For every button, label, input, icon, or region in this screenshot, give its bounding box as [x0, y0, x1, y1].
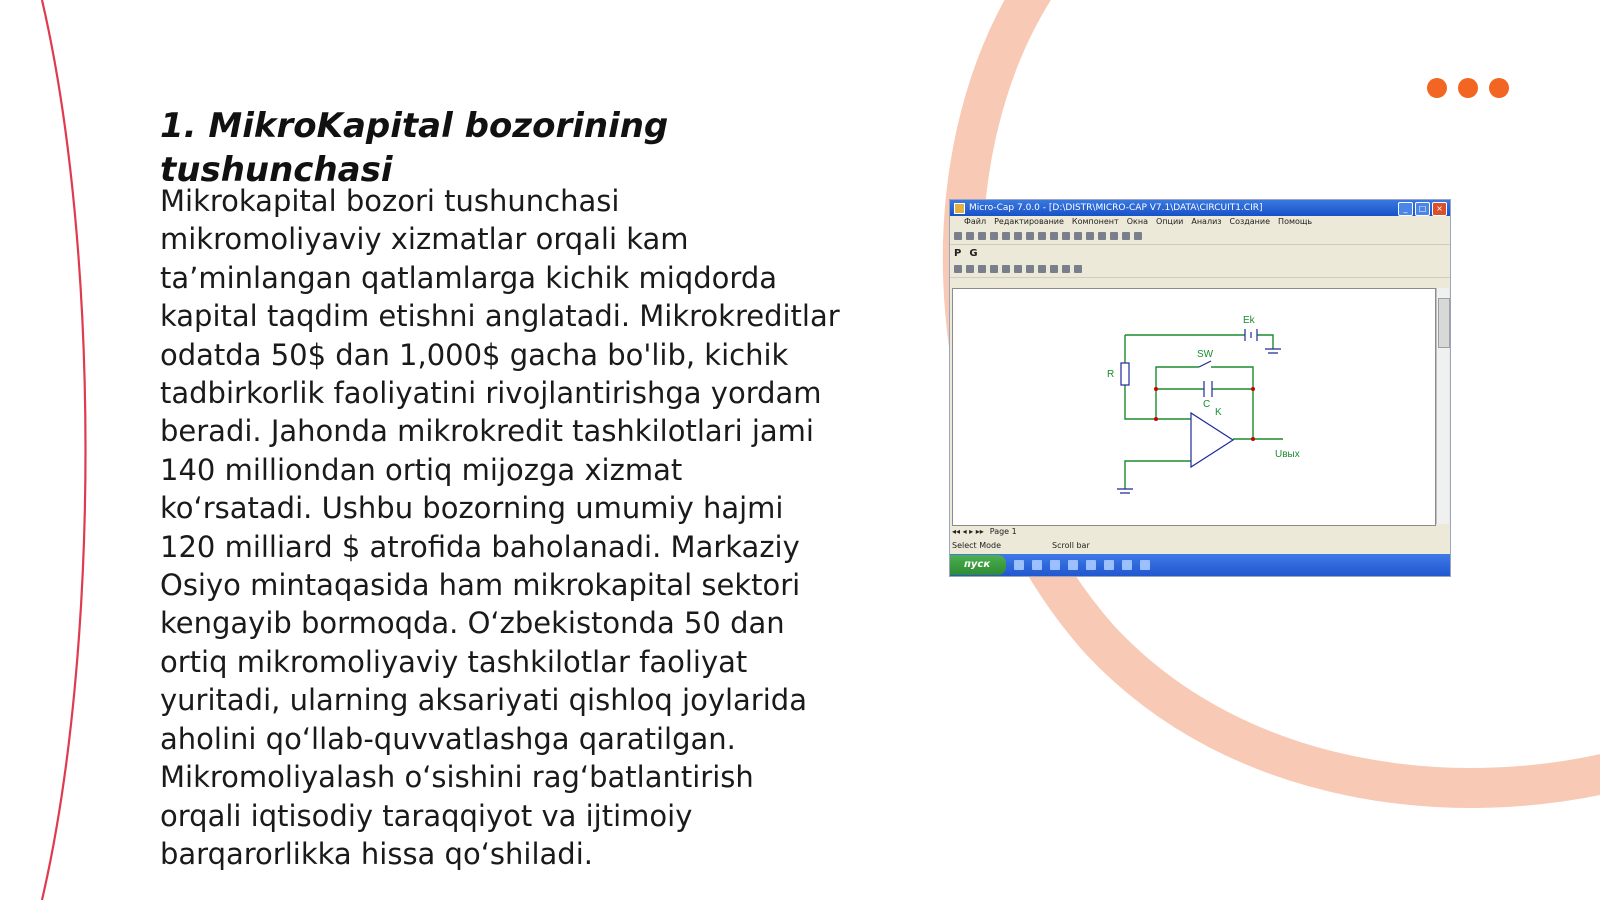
ground-right	[1265, 349, 1281, 353]
wire-mode-icon[interactable]	[966, 265, 974, 273]
taskbar-app-icon-4[interactable]	[1068, 560, 1078, 570]
node-1	[1154, 387, 1158, 391]
help-mode-icon[interactable]	[1014, 265, 1022, 273]
node-2	[1251, 387, 1255, 391]
menu-item-windows[interactable]: Окна	[1126, 217, 1148, 226]
taskbar-app-icon-8[interactable]	[1140, 560, 1150, 570]
menu-item-file[interactable]: Файл	[964, 217, 987, 226]
capacitor-c	[1204, 381, 1212, 397]
label-out: Uвых	[1275, 449, 1300, 460]
circuit-diagram	[953, 289, 1435, 525]
window-cascade-icon[interactable]	[1134, 232, 1142, 240]
inductor-icon[interactable]	[1086, 232, 1094, 240]
ground-icon[interactable]	[1050, 232, 1058, 240]
info-mode-icon[interactable]	[1002, 265, 1010, 273]
app-icon	[954, 203, 965, 214]
grid-icon[interactable]	[1026, 265, 1034, 273]
wire-sw-right	[1211, 367, 1253, 389]
wire-battery-right	[1257, 335, 1273, 349]
switch-sw	[1199, 361, 1211, 367]
label-r: R	[1107, 369, 1115, 380]
slide-body-text: Mikrokapital bozori tushunchasi mikromoliyaviy xizmatlar orqali kam taʼminlangan qatlamlarga kichik miqdorda kapital taqdim etishni anglatadi. Mikrokreditlar odatda 50$ dan 1,000$ gacha bo'lib, kichik tadbirkorlik faoliyatini rivojlantirishga yordam beradi. Jahonda mikrokredit tashkilotlari jami 140 milliondan ortiq mijozga xizmat koʻrsatadi. Ushbu bozorning umumiy hajmi 120 milliard $ atrofida baholanadi. Markaziy Osiyo mintaqasida ham mikrokapital sektori kengayib bormoqda. Oʻzbekistonda 50 dan ortiq mikromoliyaviy tashkilotlar faoliyat yuritadi, ularning aksariyati qishloq joylarida aholini qoʻllab-quvvatlashga qaratilgan. Mikromoliyalash oʻsishini ragʻbatlantirish orqali iqtisodiy taraqqiyot va ijtimoiy barqarorlikka hissa qoʻshiladi.	[160, 184, 840, 871]
zoom-out-icon[interactable]	[1074, 265, 1082, 273]
zoom-in-icon[interactable]	[1062, 265, 1070, 273]
taskbar-app-icon-1[interactable]	[1014, 560, 1024, 570]
wire-out	[1233, 389, 1283, 439]
label-c: C	[1203, 399, 1211, 410]
window-tile-icon[interactable]	[1122, 232, 1130, 240]
taskbar-app-icon-2[interactable]	[1032, 560, 1042, 570]
orange-dot-1	[1427, 78, 1447, 98]
new-file-icon[interactable]	[954, 232, 962, 240]
windows-taskbar	[950, 554, 1450, 576]
orange-dot-2	[1458, 78, 1478, 98]
close-icon[interactable]: ×	[1432, 202, 1447, 216]
main-toolbar	[950, 228, 1450, 245]
orange-dot-3	[1489, 78, 1509, 98]
minimize-icon[interactable]: _	[1398, 202, 1413, 216]
battery-ek	[1245, 329, 1257, 341]
page-tab-1[interactable]: Page 1	[989, 527, 1017, 536]
page-navigation	[952, 526, 1446, 538]
window-titlebar	[950, 200, 1450, 216]
print-preview-icon[interactable]	[1002, 232, 1010, 240]
menu-item-help[interactable]: Помощь	[1278, 217, 1313, 226]
node-numbers-icon[interactable]	[1038, 265, 1046, 273]
taskbar-app-icon-3[interactable]	[1050, 560, 1060, 570]
scrollbar-thumb[interactable]	[1438, 298, 1450, 348]
menu-item-edit[interactable]: Редактирование	[994, 217, 1064, 226]
taskbar-app-icon-7[interactable]	[1122, 560, 1132, 570]
select-mode-icon[interactable]	[954, 265, 962, 273]
taskbar-app-icon-5[interactable]	[1086, 560, 1096, 570]
start-button[interactable]: пуск	[950, 555, 1006, 575]
schematic-canvas[interactable]	[952, 288, 1436, 526]
vertical-scrollbar[interactable]	[1436, 288, 1449, 524]
label-sw: SW	[1197, 349, 1214, 360]
node-4	[1251, 437, 1255, 441]
wire-ground	[1125, 461, 1191, 489]
label-k: K	[1215, 407, 1222, 418]
status-select-mode: Select Mode	[952, 541, 1002, 550]
text-mode-icon[interactable]	[978, 265, 986, 273]
battery-icon[interactable]	[1110, 232, 1118, 240]
taskbar-app-icon-6[interactable]	[1104, 560, 1114, 570]
find-icon[interactable]	[1050, 265, 1058, 273]
page-tab-g[interactable]: G	[969, 247, 978, 259]
maximize-icon[interactable]: □	[1415, 202, 1430, 216]
capacitor-icon[interactable]	[1074, 232, 1082, 240]
wire-sw	[1156, 367, 1199, 389]
menu-item-create[interactable]: Создание	[1229, 217, 1271, 226]
redo-icon[interactable]	[1026, 232, 1034, 240]
page-tab-p[interactable]: P	[954, 247, 962, 259]
wire-feedback	[1156, 389, 1191, 419]
mode-toolbar	[950, 261, 1450, 278]
window-controls	[1398, 202, 1447, 216]
page-selector-row	[950, 245, 1450, 261]
resistor-icon[interactable]	[1062, 232, 1070, 240]
label-ek: Ek	[1243, 315, 1255, 326]
window-title: Micro-Cap 7.0.0 - [D:\DISTR\MICRO-CAP V7.1\DATA\CIRCUIT1.CIR]	[969, 203, 1263, 213]
save-icon[interactable]	[978, 232, 986, 240]
menu-item-options[interactable]: Опции	[1155, 217, 1184, 226]
left-red-curve	[42, 0, 86, 900]
menu-item-analysis[interactable]: Анализ	[1191, 217, 1222, 226]
menu-bar	[950, 216, 1450, 228]
wire-left-lower	[1125, 385, 1156, 419]
component-icon[interactable]	[1038, 232, 1046, 240]
status-bar	[952, 540, 1446, 552]
menu-item-component[interactable]: Компонент	[1071, 217, 1119, 226]
undo-icon[interactable]	[1014, 232, 1022, 240]
open-file-icon[interactable]	[966, 232, 974, 240]
decorative-dots	[1427, 78, 1509, 98]
status-scroll-bar: Scroll bar	[1052, 541, 1090, 550]
node-3	[1154, 417, 1158, 421]
ground-left	[1117, 489, 1133, 493]
resistor-r	[1121, 363, 1129, 385]
print-icon[interactable]	[990, 232, 998, 240]
diode-icon[interactable]	[1098, 232, 1106, 240]
microcap-screenshot	[950, 200, 1450, 576]
line-mode-icon[interactable]	[990, 265, 998, 273]
op-amp-k	[1191, 413, 1233, 467]
slide-title: 1. MikroKapital bozorining tushunchasi	[160, 106, 669, 190]
page-nav-arrows-icon[interactable]: ◂◂ ◂ ▸ ▸▸	[952, 527, 984, 536]
